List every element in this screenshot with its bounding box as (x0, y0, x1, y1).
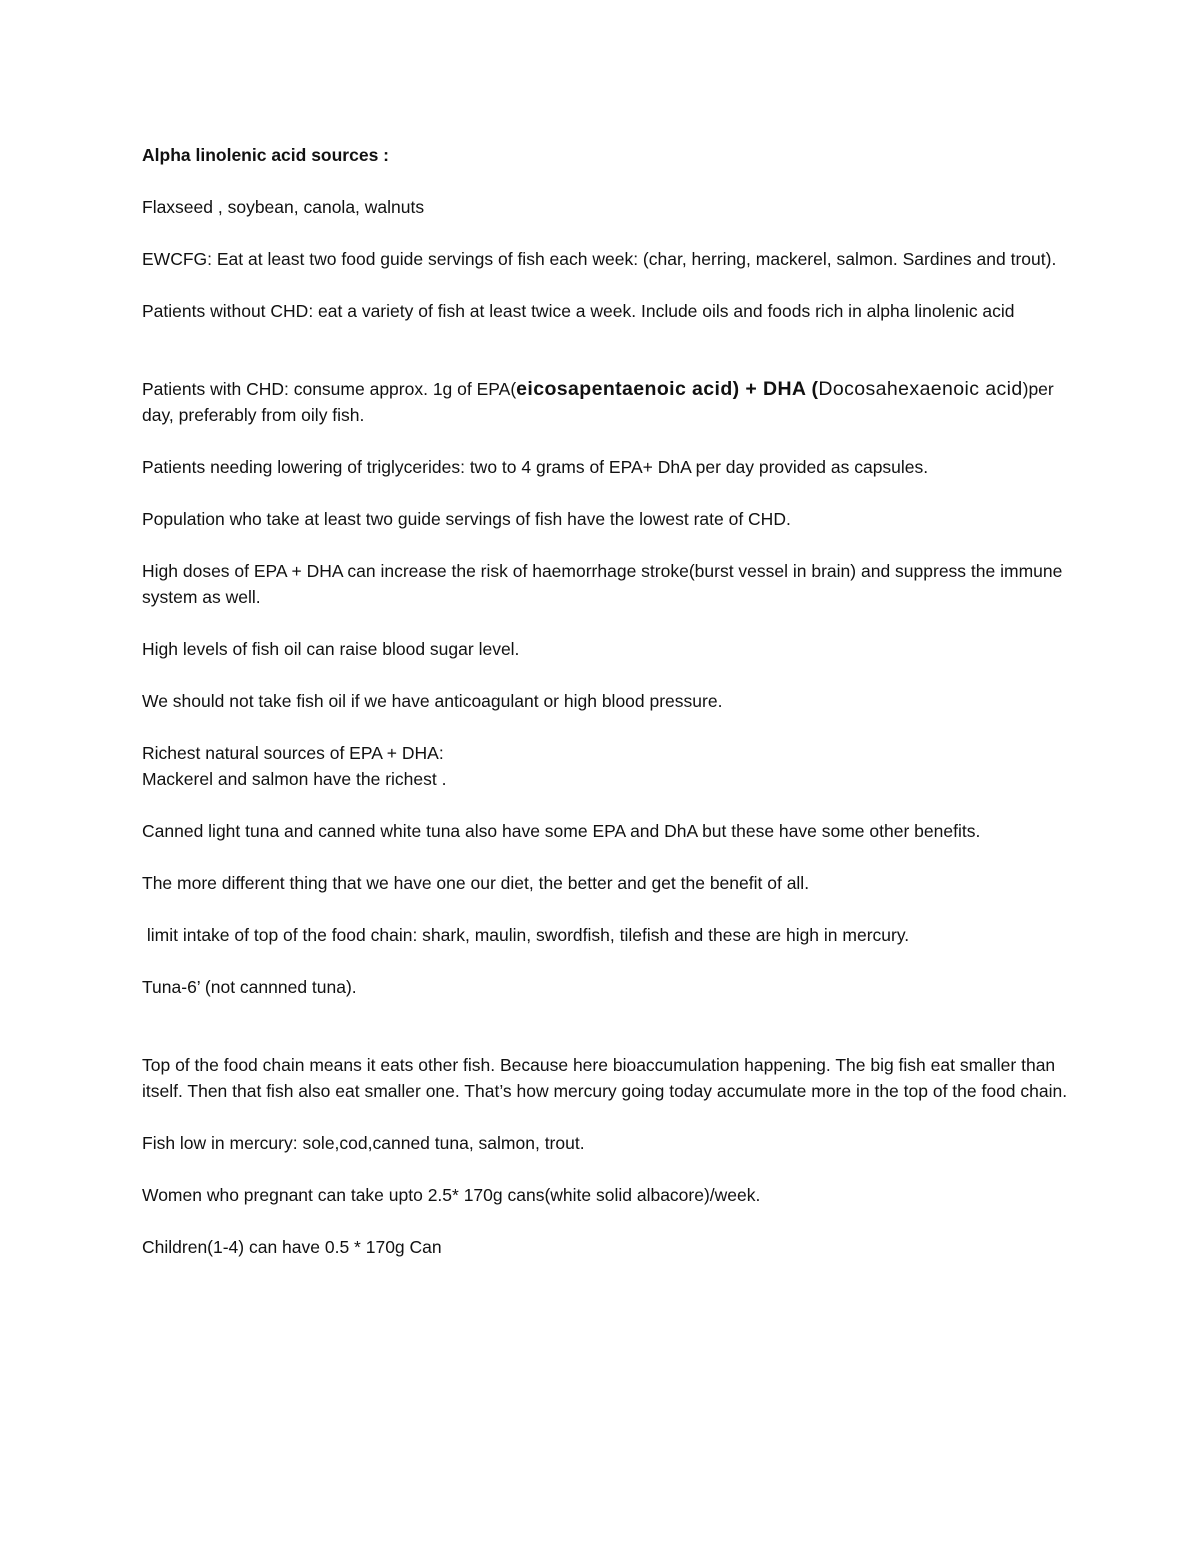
paragraph-anticoagulant: We should not take fish oil if we have anticoagulant or high blood pressure. (142, 691, 723, 711)
heading: Alpha linolenic acid sources : (142, 145, 390, 165)
paragraph-sources: Flaxseed , soybean, canola, walnuts (142, 197, 425, 217)
paragraph-limit: limit intake of top of the food chain: shark, maulin, swordfish, tilefish and these are high in mercury. (142, 925, 910, 945)
paragraph-children: Children(1-4) can have 0.5 * 170g Can (142, 1237, 442, 1257)
paragraph-triglycerides: Patients needing lowering of triglycerides: two to 4 grams of EPA+ DhA per day provided as capsules. (142, 457, 929, 477)
document-body (142, 142, 1072, 1286)
paragraph-high-doses: High doses of EPA + DHA can increase the risk of haemorrhage stroke(burst vessel in brain) and suppress the immune system as well. (142, 561, 1063, 607)
with-chd-part1: Patients with CHD: consume approx. 1g of EPA( (142, 379, 517, 399)
paragraph-diet: The more different thing that we have one our diet, the better and get the benefit of all. (142, 873, 810, 893)
paragraph-canned-tuna: Canned light tuna and canned white tuna also have some EPA and DhA but these have some other benefits. (142, 821, 981, 841)
epa-full-name: eicosapentaenoic acid (516, 378, 733, 400)
paragraph-ewcfg: EWCFG: Eat at least two food guide servings of fish each week: (char, herring, mackerel, salmon. Sardines and trout). (142, 249, 1057, 269)
dha-full-name: Docosahexaenoic acid (818, 378, 1023, 400)
with-chd-part2: ) + DHA ( (732, 378, 819, 400)
paragraph-with-chd (142, 376, 1072, 428)
paragraph-blood-sugar: High levels of fish oil can raise blood sugar level. (142, 639, 520, 659)
paragraph-low-mercury: Fish low in mercury: sole,cod,canned tuna, salmon, trout. (142, 1133, 585, 1153)
paragraph-richest-1: Richest natural sources of EPA + DHA: (142, 743, 444, 763)
paragraph-tuna6: Tuna-6’ (not cannned tuna). (142, 977, 357, 997)
paragraph-population: Population who take at least two guide servings of fish have the lowest rate of CHD. (142, 509, 791, 529)
paragraph-without-chd: Patients without CHD: eat a variety of fish at least twice a week. Include oils and foods rich in alpha linolenic acid (142, 301, 1015, 321)
paragraph-pregnant: Women who pregnant can take upto 2.5* 170g cans(white solid albacore)/week. (142, 1185, 761, 1205)
with-chd-part3: )per day, preferably from oily fish. (142, 379, 1054, 425)
paragraph-food-chain: Top of the food chain means it eats other fish. Because here bioaccumulation happening. The big fish eat smaller than itself. Then that fish also eat smaller one. That’s how mercury going today accumulate more in the top of the food chain. (142, 1055, 1068, 1101)
paragraph-richest-2: Mackerel and salmon have the richest . (142, 769, 447, 789)
